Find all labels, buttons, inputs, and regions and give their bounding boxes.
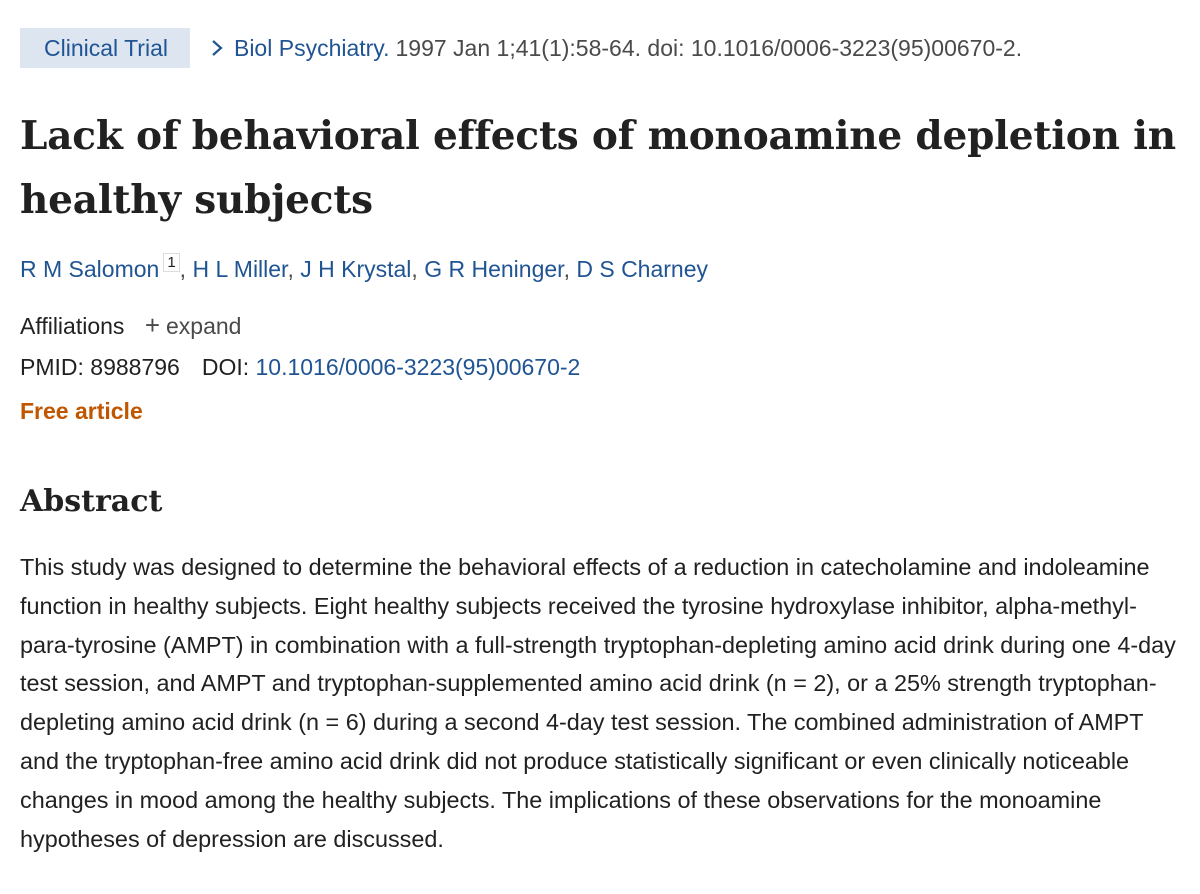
citation — [210, 35, 1022, 62]
abstract-text: This study was designed to determine the behavioral effects of a reduction in catecholamine and indoleamine function in healthy subjects. Eight healthy subjects received the tyrosine hydroxylase inhibitor, alpha-methyl-para-tyrosine (AMPT) in combination with a full-strength tryptophan-depleting amino acid drink during one 4-day test session, and AMPT and tryptophan-supplemented amino acid drink (n = 2), or a 25% strength tryptophan-depleting amino acid drink (n = 6) during a second 4-day test session. The combined administration of AMPT and the tryptophan-free amino acid drink did not produce statistically significant or even clinically noticeable changes in mood among the healthy subjects. The implications of these observations for the monoamine hypotheses of depression are discussed. — [20, 554, 1176, 852]
pmid-label: PMID: — [20, 354, 91, 380]
affiliations-row — [20, 310, 241, 341]
citation-details: 1997 Jan 1;41(1):58-64. doi: 10.1016/0006-3223(95)00670-2. — [395, 34, 1023, 61]
article-title: Lack of behavioral effects of monoamine depletion in healthy subjects — [20, 113, 1176, 223]
article-header-line — [20, 28, 1022, 68]
article-type-badge: Clinical Trial — [20, 28, 190, 68]
author-link[interactable]: H L Miller — [192, 256, 288, 282]
plus-icon: + — [144, 310, 160, 340]
affiliations-label: Affiliations — [20, 313, 125, 339]
expand-label: expand — [166, 313, 242, 339]
doi-label: DOI: — [201, 354, 256, 380]
author-list: R M Salomon $^1$ , H L Miller, J H Krystal, G R Heninger, D S Charney — [20, 254, 709, 282]
chevron-right-icon[interactable] — [210, 38, 224, 58]
doi-link[interactable]: 10.1016/0006-3223(95)00670-2 — [255, 354, 581, 380]
affiliation-marker[interactable]: 1 — [163, 253, 179, 272]
abstract-heading: Abstract — [20, 484, 163, 519]
pmid-value: 8988796 — [90, 354, 180, 380]
journal-link[interactable]: Biol Psychiatry. — [233, 34, 390, 61]
author-link[interactable]: G R Heninger — [424, 256, 564, 282]
identifiers-row — [20, 354, 580, 381]
author-link[interactable]: D S Charney — [576, 256, 709, 282]
author-link[interactable]: J H Krystal — [300, 256, 412, 282]
author-link[interactable]: R M Salomon — [20, 256, 160, 282]
free-article-label: Free article — [20, 398, 143, 424]
expand-affiliations-button[interactable] — [144, 310, 242, 340]
